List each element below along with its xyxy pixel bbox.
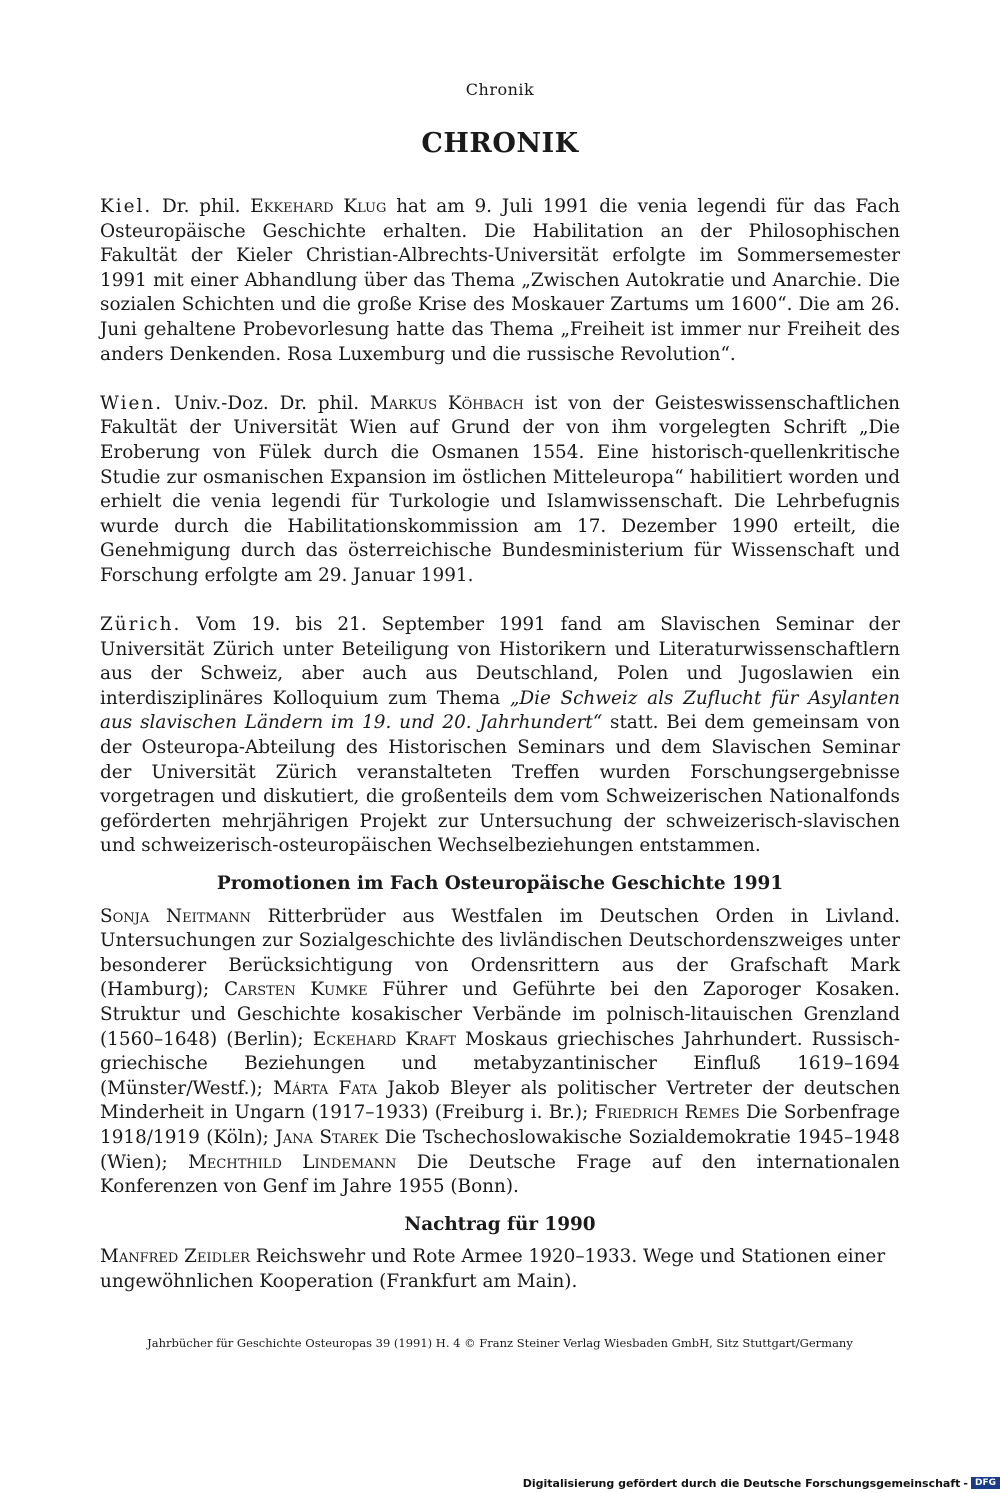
digitization-note [523, 1473, 1000, 1493]
dissertation-text: Moskaus griechisches Jahrhundert. Russisch-griechische Beziehungen und metabyzantinischer Einfluß 1619–1694 (Münster/Westf.); [100, 1028, 900, 1099]
page-title: CHRONIK [421, 128, 579, 159]
dissertation-text: Reichswehr und Rote Armee 1920–1933. Wege und Stationen einer ungewöhnlichen Kooperation (Frankfurt am Main). [100, 1246, 886, 1292]
digitization-text: Digitalisierung gefördert durch die Deutsche Forschungsgemeinschaft [522, 1476, 961, 1490]
entry-text: ist von der Geisteswissenschaftlichen Fakultät der Universität Wien auf Grund der von ihm vorgelegten Schrift „Die Eroberung von Fülek durch die Osmanen 1554. Eine historisch-quellenkritische Studie zur osmanischen Expansion im östlichen Mitteleuropa“ habilitiert worden und erhielt die venia legendi für Turkologie und Islamwissenschaft. Die Lehrbefugnis wurde durch die Habilitationskommission am 17. Dezember 1990 erteilt, die Genehmigung durch das österreichische Bundesministerium für Wissenschaft und Forschung erfolgte am 29. Januar 1991. [100, 392, 900, 586]
entry-place: Zürich. [100, 614, 182, 636]
page-footer: Jahrbücher für Geschichte Osteuropas 39 (1991) H. 4 © Franz Steiner Verlag Wiesbaden GmbH, Sitz Stuttgart/Germany [147, 1336, 853, 1350]
promotionen-list [100, 905, 900, 1200]
person-name: Manfred Zeidler [100, 1246, 250, 1268]
entry-wien [100, 392, 900, 589]
entry-kiel [100, 195, 900, 367]
person-name: Markus Köhbach [369, 392, 524, 414]
entry-text: Vom 19. bis 21. September 1991 fand am Slavischen Seminar der Universität Zürich unter Beteiligung von Historikern und Literaturwissenschaftlern aus der Schweiz, aber auch aus Deutschland, Polen und Jugoslawien ein interdisziplinäres Kolloquium zum Thema [100, 614, 900, 709]
person-name: Ekkehard Klug [250, 196, 387, 217]
entry-place: Wien. [100, 392, 164, 414]
entry-place: Kiel. [100, 196, 153, 217]
promotionen-heading: Promotionen im Fach Osteuropäische Geschichte 1991 [216, 873, 784, 895]
person-name: Márta Fata [273, 1077, 378, 1099]
separator: - [963, 1476, 968, 1490]
colloquium-title: „Die Schweiz als Zuflucht für Asylanten aus slavischen Ländern im 19. und 20. Jahrhundert“ [100, 687, 900, 734]
entry-text: statt. Bei dem gemeinsam von der Osteuropa-Abteilung des Historischen Seminars und dem Slavischen Seminar der Universität Zürich veranstalteten Treffen wurden Forschungsergebnisse vorgetragen und diskutiert, die großenteils dem vom Schweizerischen Nationalfonds geförderten mehrjährigen Projekt zur Untersuchung der schweizerisch-slavischen und schweizerisch-osteuropäischen Wechselbeziehungen entstammen. [100, 712, 901, 857]
person-name: Friedrich Remes [594, 1102, 740, 1124]
entry-zuerich [100, 613, 900, 859]
nachtrag-entry [100, 1245, 900, 1294]
person-name: Sonja Neitmann [100, 905, 251, 927]
dissertation-text: Führer und Geführte bei den Zaporoger Kosaken. Struktur und Geschichte kosakischer Verbände im polnisch-litauischen Grenzland (1560–1648) (Berlin); [100, 979, 900, 1050]
dissertation-text: Die Tschechoslowakische Sozialdemokratie 1945–1948 (Wien); [100, 1126, 900, 1173]
person-name: Mechthild Lindemann [188, 1151, 397, 1173]
dissertation-text: Die Sorbenfrage 1918/1919 (Köln); [100, 1102, 900, 1148]
entry-text: hat am 9. Juli 1991 die venia legendi für das Fach Osteuropäische Geschichte erhalten. Die Habilitation an der Philosophischen Fakultät der Kieler Christian-Albrechts-Universität erfolgte im Sommersemester 1991 mit einer Abhandlung über das Thema „Zwischen Autokratie und Anarchie. Die sozialen Schichten und die große Krise des Moskauer Zartums um 1600“. Die am 26. Juni gehaltene Probevorlesung hatte das Thema „Freiheit ist immer nur Freiheit des anders Denkenden. Rosa Luxemburg und die russische Revolution“. [100, 196, 900, 365]
entry-text: Univ.-Doz. Dr. phil. [163, 392, 370, 414]
person-name: Carsten Kumke [223, 979, 368, 1001]
person-name: Jana Starek [275, 1126, 379, 1148]
person-name: Eckehard Kraft [312, 1028, 457, 1050]
dissertation-text: Jakob Bleyer als politischer Vertreter der deutschen Minderheit in Ungarn (1917–1933) (Freiburg i. Br.); [100, 1077, 900, 1124]
dissertation-text: Die Deutsche Frage auf den internationalen Konferenzen von Genf im Jahre 1955 (Bonn). [100, 1151, 900, 1198]
dfg-logo: DFG [971, 1477, 1000, 1489]
main-content [100, 195, 900, 1295]
nachtrag-heading: Nachtrag für 1990 [404, 1213, 596, 1235]
dissertation-text: Ritterbrüder aus Westfalen im Deutschen Orden in Livland. Untersuchungen zur Sozialgeschichte des livländischen Deutschordenszweiges unter besonderer Berücksichtigung von Ordensrittern aus der Grafschaft Mark (Hamburg); [100, 905, 900, 1001]
entry-text: Dr. phil. [152, 196, 251, 217]
running-head: Chronik [465, 80, 535, 99]
